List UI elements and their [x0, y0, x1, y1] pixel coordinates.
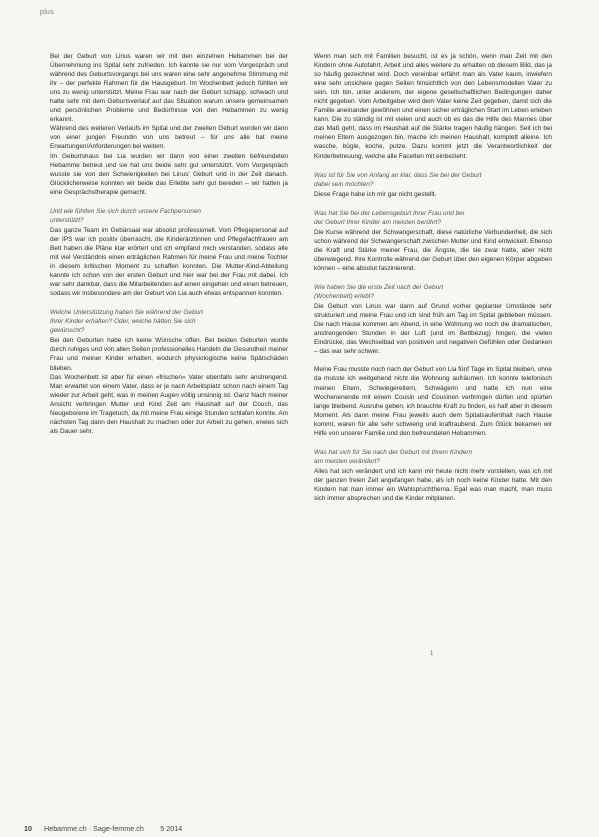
footer-separator: · [150, 824, 154, 833]
issue-number: 5 2014 [160, 824, 183, 833]
paragraph: Die Geburt von Linus war dann auf Grund vorher geplanter Umstände sehr strukturiert und meine Frau und ich sind früh am Tag im Spital geblieben müssen. Die nach Hause kommen am Abend, in eine Wohnung wo noch die dramatischen, anstrengenden Stunden in der Luft (und im Bettbezug) hingen, die vielen Eindrücke, das Wechselbad von positiven und negativen Gefühlen oder Gedanken – das war sehr schwer. [314, 303, 552, 356]
paragraph-gap [314, 356, 552, 365]
paragraph: Wenn man sich mit Familien besucht, ist es ja schön, wenn man Zeit mit den Kindern ohne Autofahrt, Arbeit und alles weitere zu erhalten ob diesem Bild, das ja so häufig gezeichnet wird. Doch vereinbar erfährt man als Vater kaum, inwiefern eine sehr unsichere gegen Seiten hinsichtlich von den Lebensmodellen Vater zu sein. Ich bin, unter anderem, der eigene gesellschaftlichen Bedingungen daher nicht gegeben. Vom Arbeitgeber wird dem Vater keine Zeit gegeben, damit sich die Familie aneinander gewöhnen und einen sicher erträglichen Start im Leben erleben kann. Die zu ständig ist mit vielen und auch ob es das die Hilfe des Mannes über das Maß geht, dass im Haushalt auf die Stärke tragen häufig hängen. Seit ich bei meinen Eltern ausgezogen bin, mache ich meinen Haushalt, komplett alleine. Ich wasche, bügle, koche, putze. Dazu kommt jetzt die Verantwortlichkeit der Kinderbetreuung, welche alle Facetten mit einbezieht. [314, 53, 552, 160]
question-line: Was hat sich für Sie nach der Geburt mit Ihrem Kindern [314, 448, 473, 456]
page-footer [24, 824, 182, 833]
question-line: am meisten verändert? [314, 457, 380, 465]
question-line: Und wie fühlten Sie sich durch unsere Fachpersonen [50, 207, 202, 215]
paragraph: Das ganze Team im Gebärsaal war absolut professionell. Vom Pflegepersonal auf der IPS war ich positiv überrascht, die Kinderärztinnen und Pflegefachfrauen am Bett haben die Pläne klar erörtert und ich empfand mich verstanden, sodass alle mit viel Verständnis einen erträglichen Rahmen für meine Frau und meine Tochter in diesem kritischen Moment zu schaffen konnten. Die Mutter-Kind-Abteilung kannte ich schon von der ersten Geburt und hier war bei der Frau mit dabei. Ich war sehr dankbar, dass die Mitarbeitenden auf einen eingehen und einen betreuen, sodass wir insbesondere am der Geburt von Lia auch etwas entspannen konnten. [50, 226, 288, 298]
question-line: der Geburt Ihrer Kinder am meisten berührt? [314, 218, 442, 226]
interview-question [50, 308, 288, 335]
paragraph: Meine Frau musste noch nach der Geburt von Lia fünf Tage im Spital bleiben, ohne da musste ich weitgehend nicht die Wohnung aufräumen. Ich konnte telefonisch meinen Eltern, Schwiegereltern, Schwägerin und hatte ich nun eine Wochenenende mit einem Cousin und Cousinen verbringen dürfen und spürten lange bleibend. Ausruhe geben, ich brauchte Kraft zu finden, es half aber in diesem Moment. Als dann meine Frau jeweils auch dem Spitalsaufenthalt nach Hause kommt, waren für alle sehr schwierig und kraftraubend. Zum Glück bekamen wir Hilfe von unserer Familie und den befreundeten Hebammen. [314, 366, 552, 437]
paragraph: Diese Frage habe ich mir gar nicht gestellt. [314, 190, 437, 198]
interview-question [314, 448, 552, 466]
paragraph: Bei den Geburten habe ich keine Wünsche offen. Bei beiden Geburten wurde durch ruhiges und von allen Seiten professionelles Handeln die Gesundheit meiner Frau und meiner Kinder erhalten, wodurch physiologische keine Spätschäden blieben. [50, 337, 288, 372]
interview-question [314, 171, 552, 189]
question-line: Ihrer Kinder erhalten? Oder, welche hätten Sie sich [50, 318, 196, 326]
question-line: Wie haben Sie die erste Zeit nach der Geburt [314, 284, 444, 292]
question-line: Was hat Sie bei der Lebensgeburt Ihrer Frau und bei [314, 209, 465, 217]
question-line: Was ist für Sie von Anfang an klar, dass Sie bei der Geburt [314, 171, 482, 179]
paragraph: Bei der Geburt von Linus waren wir mit den einzelnen Hebammen bei der Übernehmung ins Spital sehr zufrieden. Ich kannte sie nur vom Vorgespräch und während des Geburtsvorgangs bei uns waren eine sehr angenehme Stimmung mit ihr – der perfekte Rahmen für die Hausgeburt. Im Wochenbett jedoch fühlten wir uns zu wenig unterstützt. Meine Frau war nach der Geburt schlapp, schwach und hatte sehr mit dem Geburtsverlauf auf das Situation warum unsere gemeinsamen und persönlichen Probleme und Bedürfnisse von den Hebammen zu wenig erkannt. [50, 53, 288, 124]
paragraph: Während des weiteren Verlaufs im Spital und der zweiten Geburt wurden wir dann von einer jungen Freundin von uns betreut – für uns alle hat meine Erwartungen/Anforderungen bei weitem. [50, 125, 288, 151]
interview-question [314, 283, 552, 301]
interview-question [50, 207, 288, 225]
paragraph: Im Geburtshaus bei Lia wurden wir dann von einer zweiten befreundeten Hebamme betreut und sie hat uns beide sehr gut unterstützt. Vom Vorgespräch wusste sie von den Schwierigkeiten bei Linus' Geburt und in der Zeit danach. Glücklicherweise konnten wir beide das Erlebte sehr gut bereden – wir hatten ja eine Gesprächstherapie gemacht. [50, 152, 288, 196]
section-label: plus [40, 9, 55, 16]
question-line: Welche Unterstützung haben Sie während der Geburt [50, 309, 204, 317]
right-column [314, 52, 552, 503]
interview-question [314, 209, 552, 227]
question-line: (Wochenbett) erlebt? [314, 293, 375, 301]
stray-mark: 1 [430, 651, 434, 657]
paragraph: Alles hat sich verändert und ich kann mir heute nicht mehr vorstellen, was ich mit der ganzen freien Zeit angefangen habe, als ich noch keine Kinder hatte. Mit den Kindern hat man immer ein Wahlspruchthema. Egal was man macht, man muss sich immer absprechen und die Kinder mitplanen. [314, 467, 552, 503]
paragraph: Die Kurse während der Schwangerschaft, diese natürliche Verbundenheit, die sich schon während der Schwangerschaft zwischen Mutter und Kind entwickelt. Ebenso die Kraft und Stärke meiner Frau, die Ängste, die sie zwar hatte, aber nicht überwiegend. Ihre Kontrolle während der Geburt über den eigenen Körper abgeben können – eine absolut faszinierend. [314, 228, 552, 272]
left-column [50, 52, 288, 436]
question-line: unterstützt? [50, 216, 84, 224]
magazine-title: Hebamme.ch · Sage-femme.ch [44, 824, 144, 833]
page-number: 10 [24, 824, 32, 833]
question-line: dabei sein möchten? [314, 180, 374, 188]
paragraph: Das Wochenbett ist aber für einen «frischen» Vater ebenfalls sehr anstrengend. Man erwartet von einem Vater, dass er je nach Arbeitsplatz schon nach einem Tag wieder zur Arbeit geht, was in meinen Augen völlig unsinnig ist. Ganz Nach meiner Ansicht verbringen Mutter und Kind Zeit am Haushalt auf der Couch, das Neugeborene im Tragetuch, da mit meine Frau einige Stunden schlafen konnte. Am nächsten Tag dann den Haushalt zu machen oder zur Arbeit zu gehen, erwies sich als Dauer sehr. [50, 373, 288, 435]
question-line: gewünscht? [50, 327, 85, 335]
